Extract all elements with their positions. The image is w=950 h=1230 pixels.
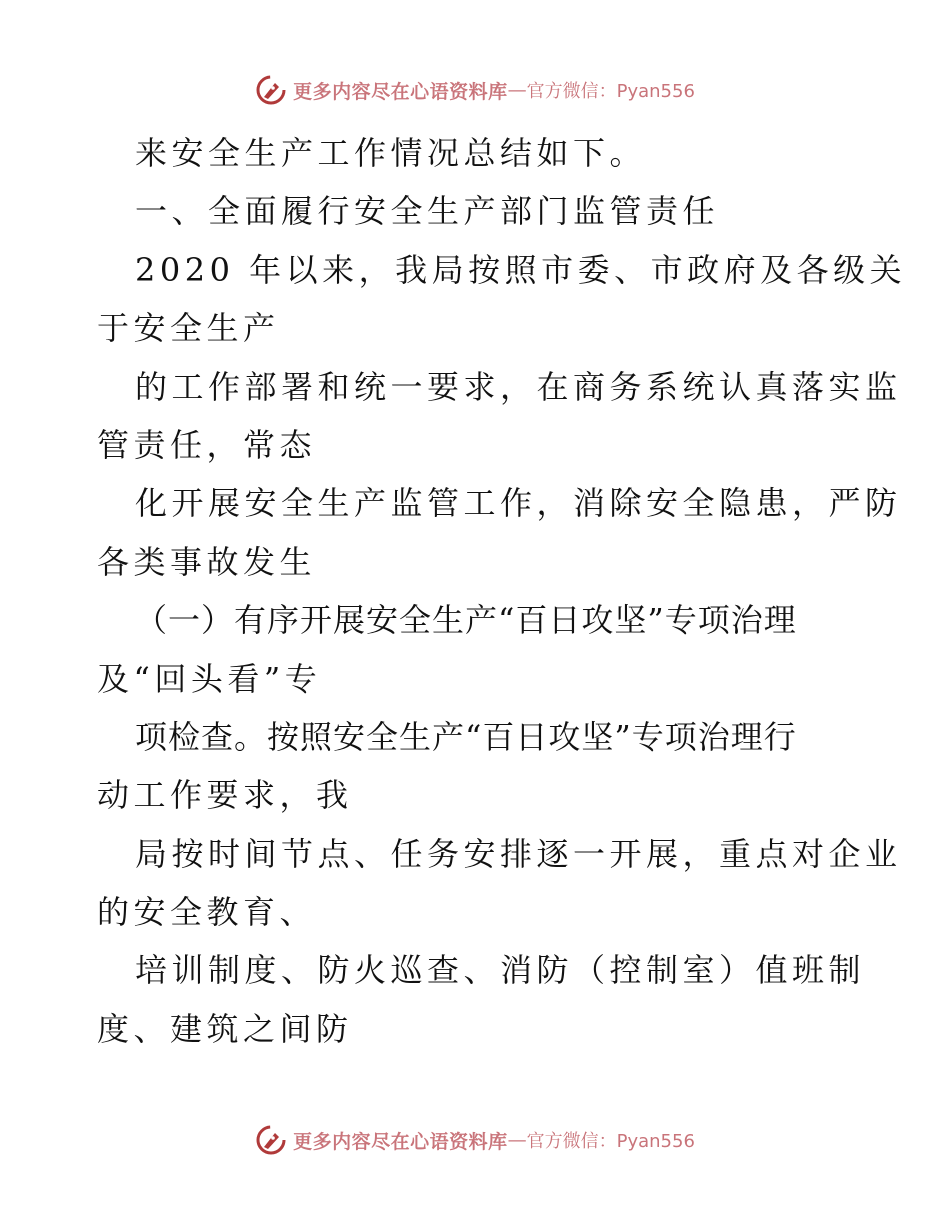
paragraph-line: 局按时间节点、任务安排逐一开展，重点对企业 <box>135 834 902 873</box>
section-heading: 一、全面履行安全生产部门监管责任 <box>135 192 720 231</box>
banner-dash: — <box>507 1129 527 1151</box>
subsection-heading: （一）有序开展安全生产“百日攻坚”专项治理 <box>135 601 797 640</box>
paragraph-line: 动工作要求，我 <box>97 776 353 815</box>
banner-brand: 更多内容尽在心语资料库 <box>293 80 508 103</box>
banner-official: 官方微信：Pyan556 <box>526 1131 695 1152</box>
paragraph-line: 度、建筑之间防 <box>97 1009 353 1048</box>
paragraph-line: 2020 年以来，我局按照市委、市政府及各级关 <box>135 250 907 289</box>
paragraph-line: 各类事故发生 <box>97 542 317 581</box>
document-body <box>97 124 907 1058</box>
paragraph-line: 及“回头看”专 <box>97 659 322 698</box>
footer-banner <box>0 1120 950 1160</box>
banner-dash: — <box>507 79 527 101</box>
paragraph-line: 化开展安全生产监管工作，消除安全隐患，严防 <box>135 484 902 523</box>
paragraph-line: 培训制度、防火巡查、消防（控制室）值班制 <box>135 951 866 990</box>
pen-nib-swirl-icon <box>255 74 287 106</box>
paragraph-line: 项检查。按照安全生产“百日攻坚”专项治理行 <box>135 717 797 756</box>
paragraph-line: 于安全生产 <box>97 309 280 348</box>
pen-nib-swirl-icon <box>255 1124 287 1156</box>
paragraph-line: 的安全教育、 <box>97 893 317 932</box>
paragraph-line: 管责任，常态 <box>97 425 317 464</box>
banner-official: 官方微信：Pyan556 <box>526 81 695 102</box>
banner-brand: 更多内容尽在心语资料库 <box>293 1130 508 1153</box>
header-banner <box>0 70 950 110</box>
paragraph-line: 来安全生产工作情况总结如下。 <box>135 134 647 172</box>
paragraph-line: 的工作部署和统一要求，在商务系统认真落实监 <box>135 367 902 406</box>
